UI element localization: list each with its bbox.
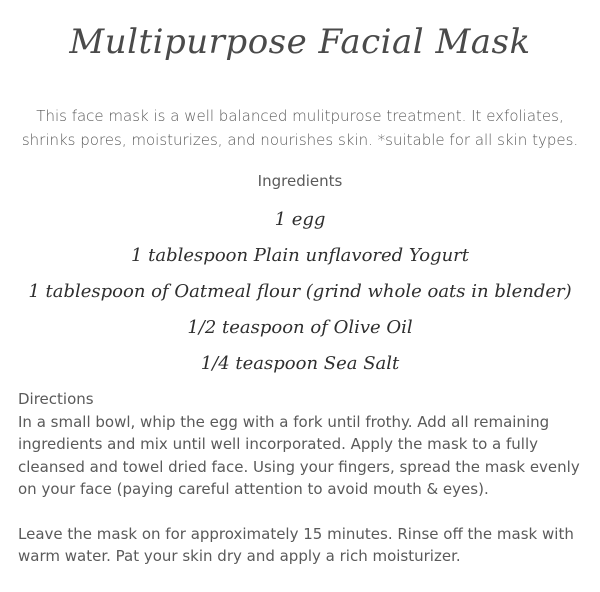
ingredient-item: 1/4 teaspoon Sea Salt [200,353,400,374]
ingredient-item: 1 tablespoon Plain unflavored Yogurt [130,245,470,266]
ingredient-item: 1/2 teaspoon of Olive Oil [187,317,413,338]
directions-paragraph: In a small bowl, whip the egg with a fork until frothy. Add all remaining ingredients and mix until well incorporated. Apply the mask to a fully cleansed and towel dried face. Using your fingers, spread the mask evenly on your face (paying careful attention to avoid mouth & eyes). [18,412,580,498]
directions-heading: Directions [18,390,94,408]
directions-section [18,388,588,568]
ingredients-list [0,202,600,382]
ingredient-item: 1 egg [274,209,326,230]
page-title: Multipurpose Facial Mask [69,22,531,62]
ingredient-item: 1 tablespoon of Oatmeal flour (grind whole oats in blender) [28,281,572,302]
ingredients-heading: Ingredients [257,172,343,190]
intro-text: This face mask is a well balanced mulitpurose treatment. It exfoliates, shrinks pores, moisturizes, and nourishes skin. *suitable for all skin types. [21,107,579,149]
directions-paragraph: Leave the mask on for approximately 15 minutes. Rinse off the mask with warm water. Pat your skin dry and apply a rich moisturizer. [18,524,574,565]
